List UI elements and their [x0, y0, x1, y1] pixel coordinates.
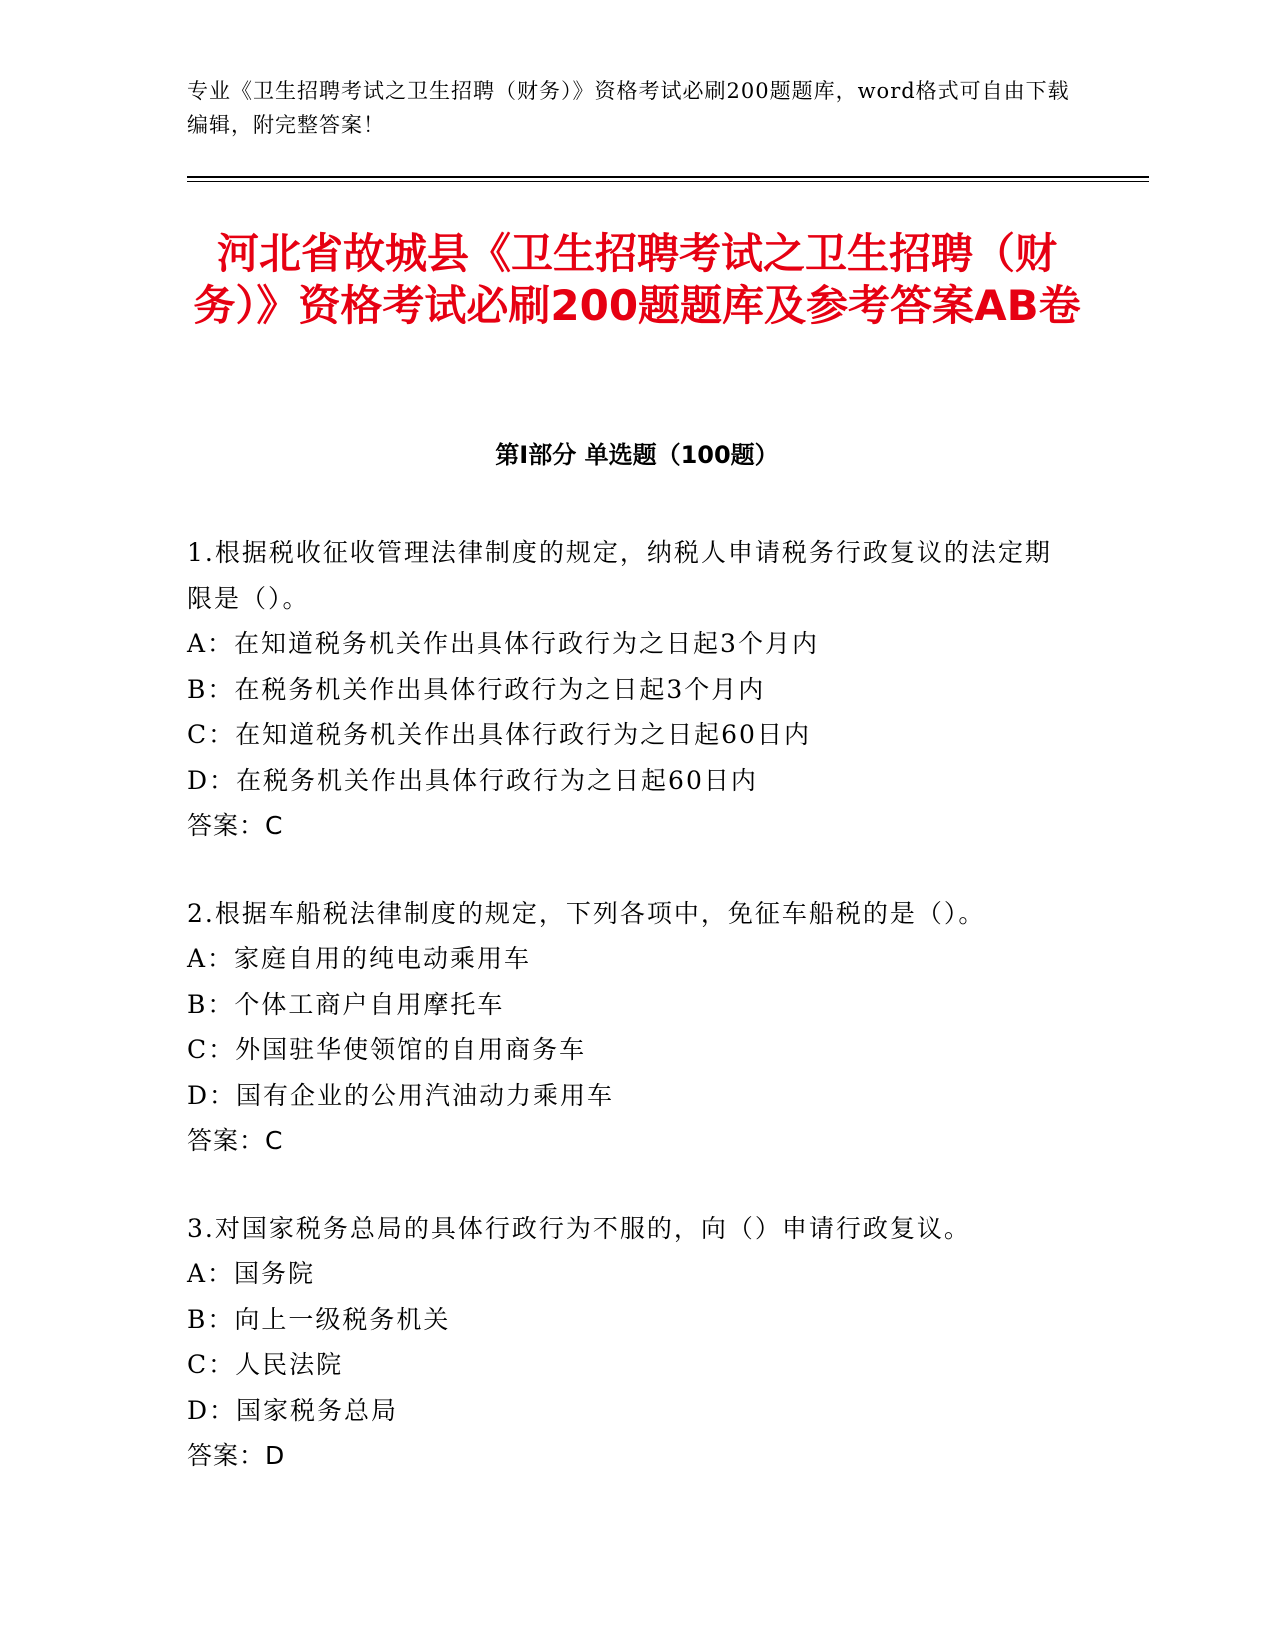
question-list — [187, 530, 1067, 1521]
question-2 — [187, 891, 1067, 1164]
question-stem: 3.对国家税务总局的具体行政行为不服的，向（）申请行政复议。 — [187, 1213, 971, 1243]
option-c: C：在知道税务机关作出具体行政行为之日起60日内 — [187, 720, 811, 749]
option-d: D：国家税务总局 — [187, 1395, 399, 1425]
option-b: B：向上一级税务机关 — [187, 1304, 451, 1334]
option-b: B：在税务机关作出具体行政行为之日起3个月内 — [187, 674, 766, 704]
option-a: A：家庭自用的纯电动乘用车 — [187, 944, 532, 973]
option-a: A：国务院 — [187, 1259, 316, 1288]
question-1 — [187, 530, 1067, 849]
option-d: D：国有企业的公用汽油动力乘用车 — [187, 1080, 615, 1110]
section-title: 第I部分 单选题（100题） — [495, 441, 779, 469]
question-stem: 2.根据车船税法律制度的规定，下列各项中，免征车船税的是（）。 — [187, 898, 986, 928]
question-3 — [187, 1206, 1067, 1479]
option-c: C：人民法院 — [187, 1350, 344, 1379]
answer: 答案：D — [187, 1441, 286, 1470]
option-b: B：个体工商户自用摩托车 — [187, 989, 505, 1019]
header-rule-thick — [187, 176, 1149, 178]
header-note: 专业《卫生招聘考试之卫生招聘（财务）》资格考试必刷200题题库，word格式可自由下载编辑，附完整答案！ — [187, 79, 1070, 137]
option-d: D：在税务机关作出具体行政行为之日起60日内 — [187, 765, 758, 795]
answer: 答案：C — [187, 811, 284, 840]
answer: 答案：C — [187, 1126, 284, 1155]
header-rule-thin — [187, 181, 1149, 182]
option-a: A：在知道税务机关作出具体行政行为之日起3个月内 — [187, 629, 819, 658]
document-title: 河北省故城县《卫生招聘考试之卫生招聘（财务）》资格考试必刷200题题库及参考答案AB卷 — [193, 229, 1081, 330]
option-c: C：外国驻华使领馆的自用商务车 — [187, 1035, 587, 1064]
question-stem: 1.根据税收征收管理法律制度的规定，纳税人申请税务行政复议的法定期限是（）。 — [187, 538, 1052, 613]
